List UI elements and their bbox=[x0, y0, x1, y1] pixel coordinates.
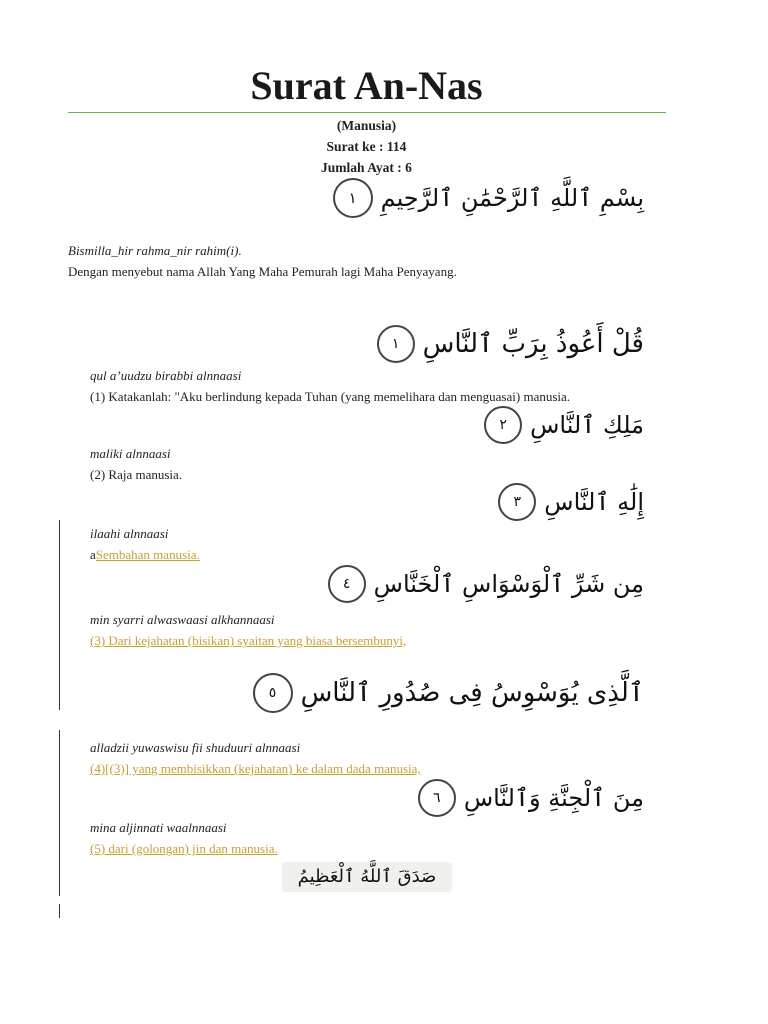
surah-number: Surat ke : 114 bbox=[326, 139, 407, 154]
verse-3-latin: ilaahi alnnaasi bbox=[90, 526, 169, 541]
surah-meaning: (Manusia) bbox=[336, 118, 397, 133]
verse-6-arabic: مِنَ ٱلْجِنَّةِ وَٱلنَّاسِ bbox=[463, 784, 644, 812]
change-bar bbox=[59, 520, 60, 710]
verse-1-arabic-line bbox=[377, 322, 644, 366]
verse-5-latin: alladzii yuwaswisu fii shuduuri alnnaasi bbox=[90, 740, 301, 755]
verse-2-latin: maliki alnnaasi bbox=[90, 446, 171, 461]
verse-4-translation-line bbox=[90, 633, 406, 649]
verse-marker-icon: ٤ bbox=[328, 565, 366, 603]
verse-5-translation-line bbox=[90, 761, 421, 777]
verse-marker-icon: ١ bbox=[377, 325, 415, 363]
basmala-arabic: بِسْمِ ٱللَّهِ ٱلرَّحْمَٰنِ ٱلرَّحِيمِ bbox=[380, 184, 644, 212]
verse-6-arabic-line bbox=[418, 778, 644, 818]
verse-5-arabic-line bbox=[253, 668, 644, 718]
verse-3-arabic-line bbox=[498, 482, 644, 522]
verse-4-arabic: مِن شَرِّ ٱلْوَسْوَاسِ ٱلْخَنَّاسِ bbox=[373, 570, 644, 598]
verse-2-translation: (2) Raja manusia. bbox=[90, 467, 183, 482]
verse-3-translation-link[interactable]: Sembahan manusia. bbox=[95, 547, 200, 562]
verse-3-translation-line bbox=[90, 547, 200, 563]
text-cursor bbox=[59, 904, 60, 918]
verse-5-arabic: ٱلَّذِى يُوَسْوِسُ فِى صُدُورِ ٱلنَّاسِ bbox=[300, 678, 644, 708]
verse-marker-icon: ٣ bbox=[498, 483, 536, 521]
verse-4-arabic-line bbox=[328, 562, 644, 606]
verse-3-prefix: a bbox=[90, 547, 96, 562]
verse-6-translation-link[interactable]: (5) dari (golongan) jin dan manusia. bbox=[90, 841, 278, 856]
verse-1-arabic: قُلْ أَعُوذُ بِرَبِّ ٱلنَّاسِ bbox=[422, 329, 644, 359]
verse-5-translation-link[interactable]: (4)[(3)] yang membisikkan (kejahatan) ke dalam dada manusia, bbox=[90, 761, 421, 776]
basmala-block bbox=[333, 176, 644, 220]
basmala-latin: Bismilla_hir rahma_nir rahim(i). bbox=[68, 243, 242, 258]
verse-count: Jumlah Ayat : 6 bbox=[321, 160, 412, 175]
verse-marker-icon: ٥ bbox=[253, 673, 293, 713]
verse-2-arabic-line bbox=[484, 405, 644, 445]
closing-sadaqallah: صَدَقَ ٱللَّهُ ٱلْعَظِيمُ bbox=[282, 862, 452, 892]
verse-6-translation-line bbox=[90, 841, 278, 857]
verse-3-arabic: إِلَٰهِ ٱلنَّاسِ bbox=[544, 488, 644, 516]
verse-4-translation-link[interactable]: (3) Dari kejahatan (bisikan) syaitan yang biasa bersembunyi, bbox=[90, 633, 407, 648]
title-divider bbox=[68, 112, 666, 113]
verse-1-latin: qul a’uudzu birabbi alnnaasi bbox=[90, 368, 242, 383]
verse-6-latin: mina aljinnati waalnnaasi bbox=[90, 820, 227, 835]
change-bar bbox=[59, 730, 60, 896]
verse-marker-icon: ٢ bbox=[484, 406, 522, 444]
verse-marker-icon: ٦ bbox=[418, 779, 456, 817]
page-title: Surat An-Nas bbox=[250, 63, 483, 108]
verse-1-translation: (1) Katakanlah: "Aku berlindung kepada Tuhan (yang memelihara dan menguasai) manusia. bbox=[90, 389, 571, 404]
basmala-translation: Dengan menyebut nama Allah Yang Maha Pemurah lagi Maha Penyayang. bbox=[68, 264, 457, 279]
verse-4-latin: min syarri alwaswaasi alkhannaasi bbox=[90, 612, 275, 627]
verse-marker-icon: ١ bbox=[333, 178, 373, 218]
verse-2-arabic: مَلِكِ ٱلنَّاسِ bbox=[530, 411, 644, 439]
